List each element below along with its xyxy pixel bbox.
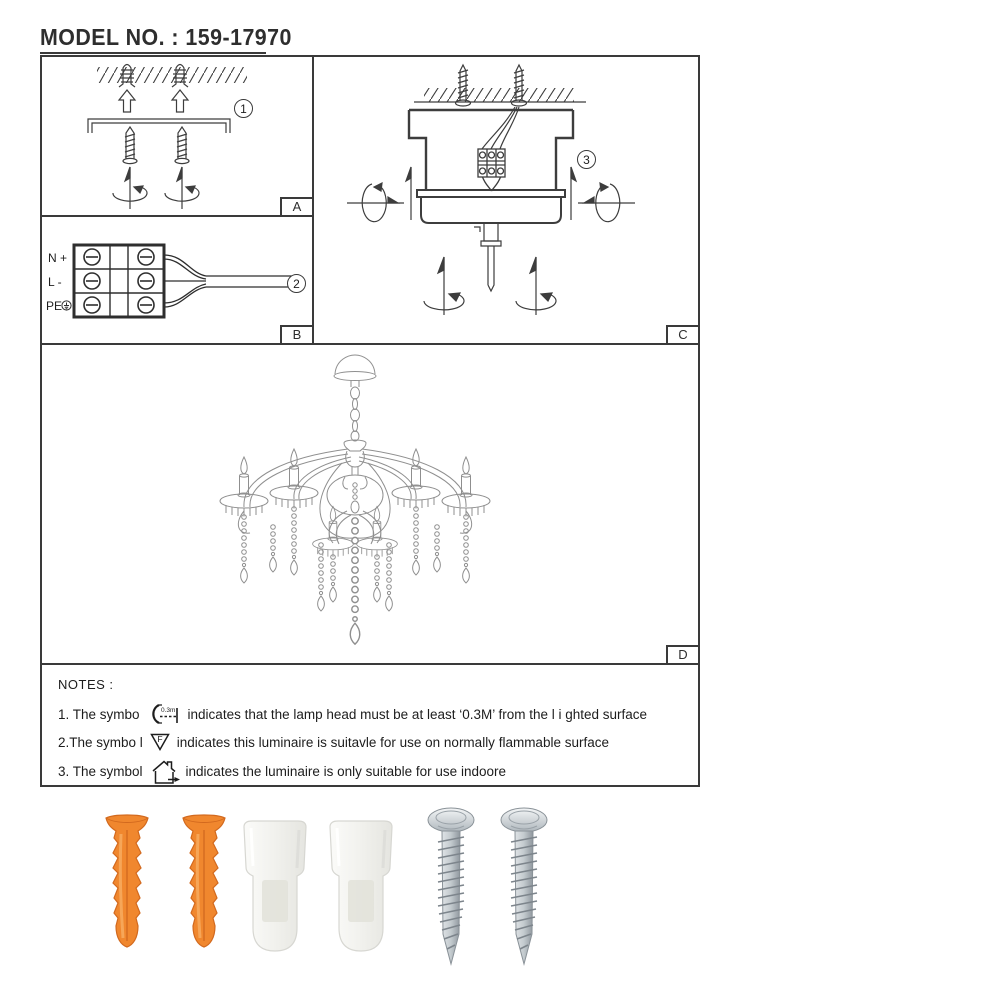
crystal-strings [241,507,470,645]
note-2-prefix: 2.The symbo l [58,734,143,750]
terminal-screws [84,249,154,313]
chandelier-drawing [42,345,698,663]
rotation-arrow-right [571,167,635,222]
ceiling-hatch [424,88,574,102]
note-2 [58,732,682,752]
indoor-use-icon [149,758,180,785]
flammable-surface-icon [149,732,171,752]
step-number-badge: 2 [287,274,306,293]
note-3-prefix: 3. The symbol [58,764,143,779]
note-3 [58,758,682,785]
hardware-wall-anchors [98,814,234,956]
step-number-badge: 1 [234,99,253,118]
canopy-stem [474,223,501,291]
panel-tab-d: D [666,645,698,663]
mounting-bracket [409,110,573,190]
wire-connector-cap-1 [244,821,306,951]
hardware-wire-caps [237,818,399,958]
wires [482,107,519,149]
notes-heading: NOTES : [58,677,114,692]
rotation-arrow [113,167,199,209]
note-1-suffix: indicates that the lamp head must be at least ‘0.3M’ from the l i ghted surface [187,706,648,722]
cable-drawing [164,255,299,307]
note-3-suffix: indicates the luminaire is only suitable for use indoore [185,764,506,779]
ceiling-hatch [97,67,247,83]
panel-tab-a: A [280,197,312,215]
page-title: MODEL NO. : 159-17970 [40,24,292,50]
rotation-arrow-bottom [424,257,556,315]
bracket-mounting-diagram [42,57,312,215]
mounting-screw-2 [501,808,547,964]
terminal-label-l: L - [48,275,62,289]
terminal-label-pe: PE [46,299,63,313]
panel-chandelier-overview [42,345,698,665]
hardware-screws [424,806,552,972]
terminal-block-diagram [42,217,312,343]
note-1-prefix: 1. The symbo [58,706,140,722]
notes-section [42,665,698,785]
mounting-screw-1 [428,808,474,964]
wall-anchor-2 [183,815,225,947]
note-1 [58,702,682,726]
earth-icon [62,301,71,310]
rotation-arrow-left [347,167,411,222]
terminal-block-small [478,149,505,191]
panel-tab-c: C [666,325,698,343]
instruction-frame [40,55,700,787]
title-underline [40,52,266,54]
canopy-mounting-diagram [314,57,698,343]
panel-step2-wiring [42,217,314,345]
up-arrow-outline [119,90,188,112]
step-number-badge: 3 [577,150,596,169]
panel-step3-canopy-mounting [314,57,698,345]
chandelier-canopy-chain [334,355,376,475]
chandelier-body [327,475,383,515]
canopy [417,190,565,223]
terminal-label-n: N + [48,251,68,265]
panel-step1-bracket-mounting [42,57,314,217]
candle-lights [220,449,490,557]
min-distance-icon [146,702,182,726]
wire-connector-cap-2 [330,821,392,951]
panel-tab-b: B [280,325,312,343]
note-2-suffix: indicates this luminaire is suitavle for use on normally flammable surface [176,734,609,750]
min-distance-value: 0.3m [160,707,175,714]
mounting-bracket-bar [88,119,230,133]
flammable-surface-letter: F [157,734,163,744]
screw-drawing [123,127,189,164]
wall-anchor-1 [106,815,148,947]
